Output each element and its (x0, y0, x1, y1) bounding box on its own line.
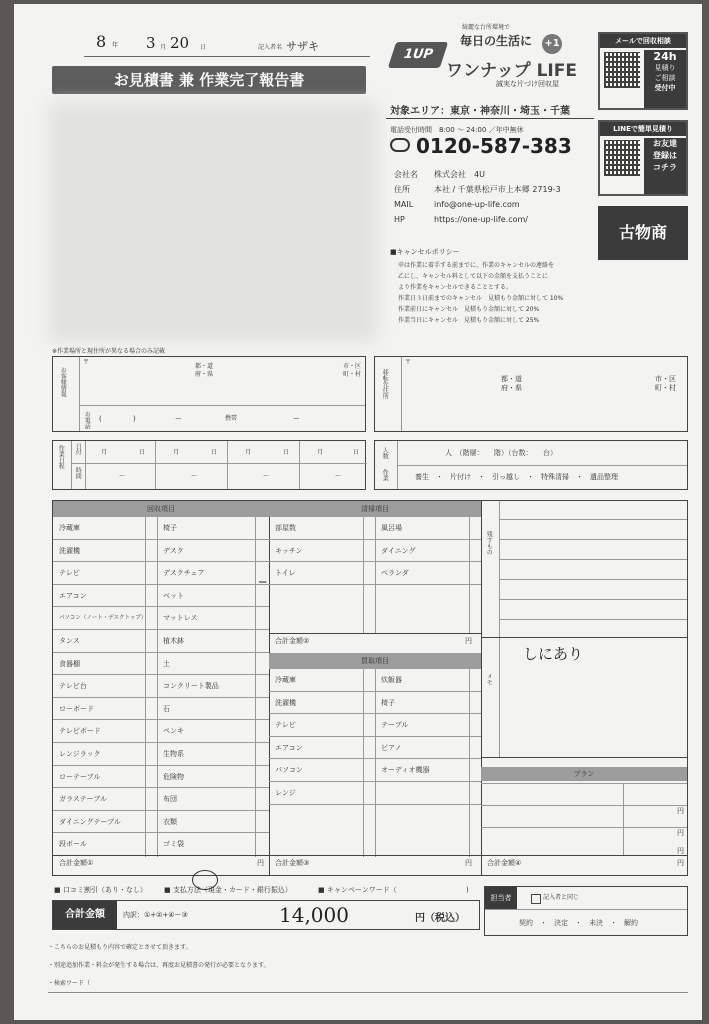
hours-24: 24h (653, 50, 677, 63)
footer-note-1: ・こちらのお見積もり内容で確定とさせて頂きます。 (48, 944, 192, 951)
month-mark: 月 (173, 449, 180, 456)
clean-total-label: 合計金額② (275, 637, 310, 645)
cancel-line: 乙にし、キャンセル料として以下の金額を支払うことに (398, 273, 549, 280)
brand-name: ワンナップ LIFE (446, 61, 577, 81)
customer-info-label: お客様情報 (59, 367, 67, 397)
mail-consult-box[interactable] (598, 32, 688, 110)
mitsumori-label: 見積り (654, 64, 676, 72)
clean-header: 清掃項目 (269, 501, 481, 517)
search-word-label: ・検索ワード（ (48, 980, 91, 987)
cancel-line: 作業日３日前までのキャンセル 見積もり金額に対して 10% (398, 295, 564, 302)
plan-yen-2: 円 (677, 829, 684, 837)
yen-tax-label: 円（税込） (415, 913, 465, 924)
item-name: 段ボール (59, 840, 87, 849)
day-mark: 日 (353, 449, 360, 456)
table-row (53, 517, 269, 540)
table-row (53, 607, 269, 630)
company-key: 会社名 (394, 170, 418, 179)
item-name: 食器棚 (59, 659, 80, 668)
time-tilde: 〜 (263, 473, 270, 480)
item-name: ダイニング (381, 546, 416, 555)
item-name: 冷蔵庫 (275, 676, 296, 684)
table-row (269, 669, 481, 692)
company-value: 株式会社 4U (434, 170, 485, 179)
payment-method[interactable]: ■ 支払方法（現金・カード・銀行振込） (164, 886, 292, 894)
item-name: テレビ台 (59, 682, 87, 691)
kobutsu-badge: 古物商 (598, 206, 688, 260)
item-name: 土 (163, 659, 170, 668)
month-mark: 月 (101, 449, 108, 456)
cancel-line: 作業前日にキャンセル 見積もり金額に対して 20% (398, 306, 540, 313)
logo-mark: 1UP (388, 42, 448, 68)
soudan-label: ご相談 (654, 74, 676, 82)
mail-consult-title: メールで回収相談 (600, 34, 686, 48)
date-row-label: 日付 (74, 443, 82, 455)
table-row (269, 737, 481, 760)
work-date-label: 作業日程 (57, 445, 65, 469)
todo-label: 都・道 (195, 363, 214, 370)
item-name: レンジラック (59, 750, 101, 758)
cancel-title: ■キャンセルポリシー (390, 248, 460, 256)
buy-header: 買取項目 (269, 653, 481, 669)
service-area: 対象エリア：東京・神奈川・埼玉・千葉 (390, 106, 570, 117)
collect-header: 回収項目 (53, 501, 269, 517)
table-row (269, 759, 481, 782)
item-name: オーディオ機器 (381, 766, 430, 775)
mail-qr-code (604, 52, 640, 88)
item-name: テーブル (381, 721, 409, 730)
day-mark: 日 (211, 449, 218, 456)
cancel-line: 作業当日にキャンセル 見積もり金額に対して 25% (398, 317, 540, 324)
table-row (53, 811, 269, 834)
brand-plus-badge: +1 (542, 34, 562, 54)
item-name: 危険物 (163, 772, 184, 781)
mobile-dash: ー (293, 415, 300, 423)
table-row (53, 653, 269, 676)
same-as-writer-checkbox[interactable] (531, 894, 541, 904)
month-value: 8 (96, 32, 107, 51)
mail-key: MAIL (394, 200, 414, 209)
cancel-policy-text (398, 260, 563, 326)
day-month-unit: 月 (160, 44, 167, 51)
table-row (269, 540, 481, 563)
work-date-box (52, 440, 366, 490)
blurred-customer-info (48, 102, 378, 342)
item-name: パソコン (275, 766, 303, 775)
plan-yen-1: 円 (677, 807, 684, 815)
campaign-word-label[interactable]: ■ キャンペーンワード（ (318, 886, 397, 894)
plan-yen-3: 円 (677, 847, 684, 855)
table-row (269, 692, 481, 715)
table-row (53, 833, 269, 856)
item-name: ピアノ (381, 743, 402, 752)
footer-note-2: ・別途追加作業・料金が発生する場合は、再度お見積書の発行が必要となります。 (48, 962, 270, 969)
table-row (53, 540, 269, 563)
campaign-close: ) (466, 886, 469, 894)
memo-label: メモ (485, 673, 493, 685)
month-mark: 月 (317, 449, 324, 456)
item-name: 生物系 (163, 750, 184, 758)
item-name: タンス (59, 637, 80, 645)
time-tilde: 〜 (119, 473, 126, 480)
mail-value[interactable]: info@one-up-life.com (434, 200, 520, 209)
grand-total-label: 合計金額 (53, 901, 117, 929)
table-row (269, 517, 481, 540)
item-name: デスク (163, 546, 184, 555)
item-name: エアコン (59, 591, 87, 600)
address-value: 本社 / 千葉県松戸市上本郷 2719-3 (434, 185, 561, 194)
brand-tagline-small: 綺麗な台所環境で (462, 24, 511, 31)
item-name: テレビ (59, 569, 80, 578)
item-name: コンクリート製品 (163, 682, 219, 691)
item-name: 冷蔵庫 (59, 524, 80, 532)
item-name: ローテーブル (59, 772, 101, 781)
staff-header: 担当者 (485, 887, 517, 909)
table-row (53, 788, 269, 811)
table-row (269, 782, 481, 805)
item-name: パソコン（ノート・デスクトップ） (59, 615, 147, 622)
item-name: ガラステーブル (59, 795, 108, 804)
cancel-line: より作業をキャンセルできることとする。 (398, 284, 513, 291)
item-name: レンジ (275, 789, 296, 797)
work-type-options: 養生 ・ 片付け ・ 引っ越し ・ 特殊清掃 ・ 遺品整理 (415, 473, 618, 481)
item-name: 衣類 (163, 817, 177, 826)
customer-address-box (52, 356, 366, 432)
friend-label-3: コチラ (653, 163, 677, 172)
phone-number[interactable]: 0120-587-383 (416, 134, 572, 158)
item-name: トイレ (275, 569, 296, 578)
item-name: ダイニングテーブル (59, 817, 121, 826)
staff-name: サザキ (286, 40, 319, 53)
item-name: ベランダ (381, 569, 409, 578)
plan-header: プラン (481, 767, 687, 781)
tel-dash: ー (175, 415, 182, 423)
memo-handwritten: しにあり (523, 645, 584, 663)
estimate-paper (14, 4, 702, 1020)
destination-label: 移転先住所 (381, 369, 389, 399)
people-label: 人数 (381, 447, 389, 459)
item-name: 石 (163, 704, 170, 713)
hp-key: HP (394, 215, 405, 224)
collect-yen: 円 (257, 859, 264, 867)
time-tilde: 〜 (191, 473, 198, 480)
table-row (53, 743, 269, 766)
items-table (52, 500, 688, 876)
table-row (53, 720, 269, 743)
item-name: 洗濯機 (275, 698, 296, 707)
table-row (53, 675, 269, 698)
buy-total-label: 合計金額③ (275, 859, 310, 867)
destination-address-box (374, 356, 688, 432)
work-location-note: ※作業場所と現住所が異なる場合のみ記載 (52, 348, 166, 355)
leftover-label: 残すもの (485, 531, 493, 555)
day-unit: 日 (200, 44, 207, 51)
month-unit: 年 (112, 42, 119, 49)
item-name: キッチン (275, 546, 303, 555)
friend-label-1: お友達 (653, 139, 677, 148)
day-month-value: 3 (146, 34, 156, 52)
table-row (269, 562, 481, 585)
staff-box (484, 886, 688, 936)
table-row (269, 714, 481, 737)
same-as-writer-label: 記入者と同じ (543, 894, 580, 901)
clean-yen: 円 (465, 637, 472, 645)
buy-yen: 円 (465, 859, 472, 867)
item-name: ベット (163, 591, 184, 600)
item-name: 洗濯機 (59, 546, 80, 555)
work-type-label: 作業 (381, 469, 389, 481)
collect-total-label: 合計金額① (59, 859, 94, 867)
line-qr-code (604, 140, 640, 176)
brand-tagline: 毎日の生活に (460, 34, 533, 48)
day-value: 20 (170, 34, 190, 52)
tel-label: お電話 (83, 411, 91, 429)
grand-total-box (52, 900, 480, 930)
phone-hours: 電話受付時間 8:00 〜 24:00 ／年中無休 (390, 126, 524, 134)
item-name: 布団 (163, 795, 177, 804)
day-mark: 日 (283, 449, 290, 456)
contract-status-options[interactable]: 契約 ・ 決定 ・ 未決 ・ 解約 (519, 919, 638, 927)
zip-mark-2: 〒 (405, 359, 412, 366)
chouson-label: 町・村 (343, 371, 362, 378)
grand-total-amount: 14,000 (279, 903, 349, 927)
todo-label-2: 都・道 (501, 375, 522, 383)
table-row (53, 698, 269, 721)
item-name: 部屋数 (275, 524, 296, 532)
company-info (394, 170, 561, 230)
chouson-label-2: 町・村 (655, 384, 676, 392)
line-consult-title: LINEで簡単見積り (600, 122, 686, 136)
cancel-line: 申は作業に着手する前までに、作業のキャンセルの連絡を (398, 262, 555, 269)
plan-total-yen: 円 (677, 859, 684, 867)
item-name: ゴミ袋 (163, 840, 184, 849)
people-work-box (374, 440, 688, 490)
hp-value[interactable]: https://one-up-life.com/ (434, 215, 528, 224)
item-name: ローボード (59, 704, 94, 713)
table-row (53, 630, 269, 653)
fuken-label-2: 府・県 (501, 384, 522, 392)
shiku-label-2: 市・区 (655, 375, 676, 383)
friend-label-2: 登録は (653, 151, 677, 160)
item-name: 椅子 (163, 524, 177, 532)
staff-label: 記入者名 (258, 44, 283, 51)
brand-sub: 誠実な片づけ回収屋 (496, 80, 559, 88)
review-discount[interactable]: ■ 口コミ割引（あり・なし） (54, 886, 147, 894)
table-row (53, 562, 269, 585)
item-name: 炊飯器 (381, 676, 402, 684)
freedial-icon (390, 138, 410, 152)
day-mark: 日 (139, 449, 146, 456)
item-name: 風呂場 (381, 524, 402, 532)
time-tilde: 〜 (335, 473, 342, 480)
item-name: 植木鉢 (163, 637, 184, 645)
address-key: 住所 (394, 185, 410, 194)
page-title: お見積書 兼 作業完了報告書 (52, 66, 366, 94)
month-mark: 月 (245, 449, 252, 456)
item-name: 椅子 (381, 698, 395, 707)
line-consult-box[interactable] (598, 120, 688, 196)
people-count-line: 人 （階層： 階）（台数： 台） (445, 449, 557, 457)
mobile-label: 携帯 (225, 415, 238, 422)
bed-check-mark: ─ (259, 575, 267, 589)
brand-logo (384, 22, 590, 104)
item-name: テレビボード (59, 727, 101, 736)
item-name: ペンキ (163, 727, 184, 736)
uketsuke-label: 受付中 (654, 84, 676, 92)
tel-paren-open: ( (99, 415, 102, 423)
item-name: エアコン (275, 743, 303, 752)
tel-paren-close: ) (133, 415, 136, 423)
fuken-label: 府・県 (195, 371, 214, 378)
shiku-label: 市・区 (343, 363, 362, 370)
breakdown-label: 内訳：①+②+④ー③ (123, 911, 188, 919)
table-row (53, 766, 269, 789)
item-name: デスクチェア (163, 569, 205, 578)
zip-mark: 〒 (83, 359, 90, 366)
item-name: マットレス (163, 614, 198, 623)
table-row (53, 585, 269, 608)
plan-total-label: 合計金額④ (487, 859, 522, 867)
time-row-label: 時間 (74, 467, 82, 479)
item-name: テレビ (275, 721, 296, 730)
payment-circle-mark (192, 870, 218, 890)
